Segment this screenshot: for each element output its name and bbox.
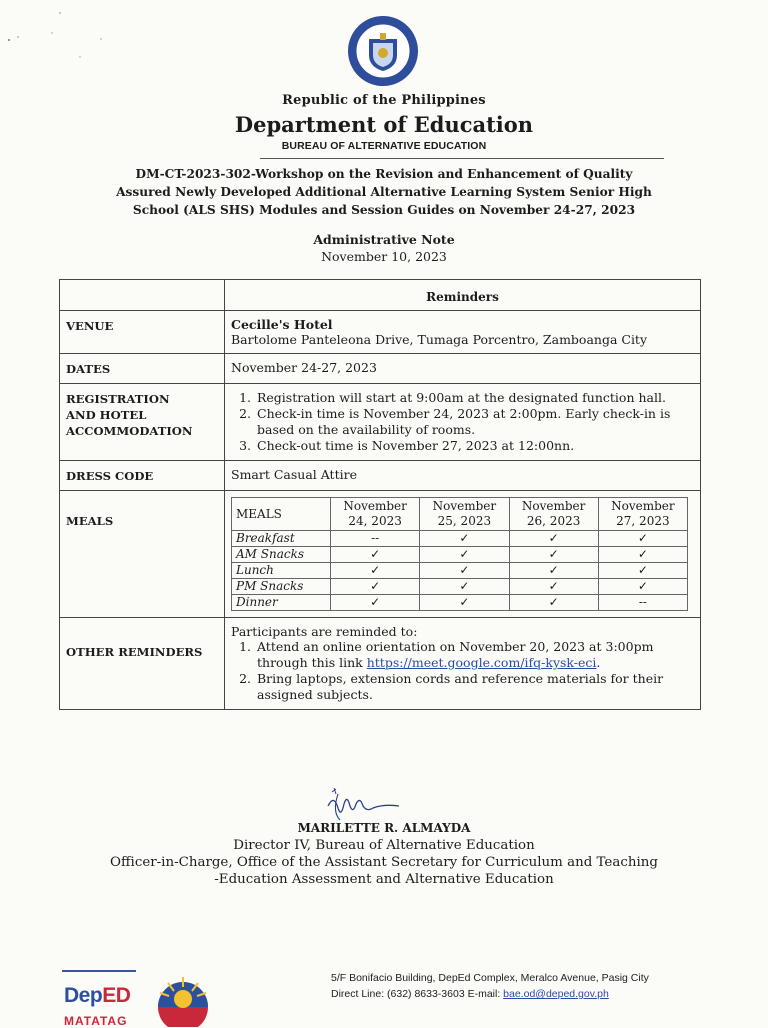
meal-date-month: November [611, 499, 675, 513]
meals-row [60, 491, 701, 618]
signatory-name: MARILETTE R. ALMAYDA [297, 821, 471, 835]
meal-name: Dinner [232, 595, 331, 611]
signatory-title-2: Officer-in-Charge, Office of the Assistant Secretary for Curriculum and Teaching [110, 855, 658, 870]
registration-label-line: REGISTRATION [66, 392, 170, 406]
deped-logo [64, 984, 130, 1008]
venue-name: Cecille's Hotel [231, 317, 333, 332]
table-header-row [60, 280, 701, 311]
meal-mark: ✓ [420, 595, 509, 611]
signatory-title-3: -Education Assessment and Alternative Education [214, 872, 554, 887]
meal-mark: ✓ [598, 579, 687, 595]
deped-seal-logo [347, 15, 419, 87]
meal-name: PM Snacks [232, 579, 331, 595]
meal-mark: ✓ [509, 595, 598, 611]
other-reminder-item [255, 639, 694, 671]
other-reminders-label: OTHER REMINDERS [60, 618, 225, 710]
dates-row [60, 354, 701, 384]
reminders-header: Reminders [225, 280, 701, 311]
meal-row [232, 547, 688, 563]
venue-row [60, 311, 701, 354]
deped-logo-ed: ED [102, 984, 131, 1007]
registration-label-line: AND HOTEL [66, 408, 147, 422]
meal-name: Lunch [232, 563, 331, 579]
matatag-logo-text: MATATAG [64, 1014, 128, 1028]
meal-mark: ✓ [420, 579, 509, 595]
bureau-heading: BUREAU OF ALTERNATIVE EDUCATION [281, 140, 487, 152]
registration-list [231, 390, 694, 454]
meal-date-header [509, 498, 598, 531]
registration-cell [225, 384, 701, 461]
meal-mark: ✓ [598, 547, 687, 563]
header-rule [260, 158, 664, 159]
registration-item: 2. Check-in time is November 24, 2023 at 2:00pm. Early check-in is based on the availability of rooms. [255, 406, 694, 438]
meal-date-month: November [521, 499, 586, 513]
dress-code-label: DRESS CODE [60, 461, 225, 491]
meeting-link[interactable]: https://meet.google.com/ifq-kysk-eci [366, 655, 597, 670]
registration-item: 3. Check-out time is November 27, 2023 at 12:00nn. [255, 438, 694, 454]
meal-mark: -- [331, 531, 420, 547]
meal-mark: ✓ [509, 531, 598, 547]
footer-direct-line: Direct Line: (632) 8633-3603 E-mail: [331, 988, 504, 1000]
meal-date-header [420, 498, 509, 531]
meal-mark: ✓ [420, 563, 509, 579]
memo-title-line: DM-CT-2023-302-Workshop on the Revision and Enhancement of Quality [135, 167, 633, 181]
deped-logo-dep: Dep [64, 984, 103, 1007]
venue-address: Bartolome Panteleona Drive, Tumaga Porcentro, Zamboanga City [231, 332, 648, 347]
meal-mark: ✓ [598, 531, 687, 547]
meals-header: MEALS [232, 498, 331, 531]
meals-header-row [232, 498, 688, 531]
registration-item: 1. Registration will start at 9:00am at the designated function hall. [255, 390, 694, 406]
meal-row [232, 595, 688, 611]
meal-date-month: November [432, 499, 497, 513]
meal-mark: ✓ [509, 547, 598, 563]
meal-mark: ✓ [331, 563, 420, 579]
memo-title-line: School (ALS SHS) Modules and Session Guides on November 24-27, 2023 [132, 203, 636, 217]
meal-row [232, 579, 688, 595]
meal-date-day: 24, 2023 [348, 514, 402, 528]
meal-name: AM Snacks [232, 547, 331, 563]
signature [320, 786, 430, 826]
meal-row [232, 531, 688, 547]
reminders-table [59, 279, 701, 710]
orientation-end: . [596, 655, 601, 670]
dress-code-value: Smart Casual Attire [225, 461, 701, 491]
republic-heading: Republic of the Philippines [282, 93, 486, 108]
venue-cell [225, 311, 701, 354]
meal-mark: ✓ [331, 595, 420, 611]
venue-label: VENUE [60, 311, 225, 354]
other-reminders-row [60, 618, 701, 710]
meal-mark: ✓ [509, 563, 598, 579]
registration-label [60, 384, 225, 461]
footer-rule [62, 970, 136, 972]
meal-mark: ✓ [509, 579, 598, 595]
footer-contact [331, 986, 649, 1002]
meals-label: MEALS [60, 491, 225, 618]
meal-mark: ✓ [331, 579, 420, 595]
meals-table [231, 497, 688, 611]
footer-address: 5/F Bonifacio Building, DepEd Complex, Meralco Avenue, Pasig City [331, 972, 649, 984]
meal-date-month: November [343, 499, 407, 513]
dates-label: DATES [60, 354, 225, 384]
meal-date-day: 27, 2023 [616, 514, 670, 528]
meal-mark: ✓ [420, 531, 509, 547]
meals-cell [225, 491, 701, 618]
orientation-text: Attend an online orientation on November 20, 2023 at 3:00pm through this link [257, 639, 654, 670]
admin-note-date: November 10, 2023 [321, 249, 447, 264]
registration-row [60, 384, 701, 461]
meal-mark: ✓ [420, 547, 509, 563]
admin-note-heading: Administrative Note [313, 232, 455, 247]
meal-date-header [598, 498, 687, 531]
footer-email-link[interactable]: bae.od@deped.gov.ph [503, 988, 609, 1000]
department-heading: Department of Education [234, 112, 534, 137]
other-reminders-intro: Participants are reminded to: [231, 624, 418, 639]
empty-header-cell [60, 280, 225, 311]
bagong-pilipinas-logo [152, 975, 214, 1027]
footer-address-block [331, 970, 649, 1002]
meal-name: Breakfast [232, 531, 331, 547]
meal-mark: ✓ [598, 563, 687, 579]
other-reminder-item: 2. Bring laptops, extension cords and reference materials for their assigned subjects. [255, 671, 694, 703]
meal-mark: ✓ [331, 547, 420, 563]
memo-title-line: Assured Newly Developed Additional Alternative Learning System Senior High [116, 185, 652, 199]
memo-title [0, 165, 768, 219]
meal-mark: -- [598, 595, 687, 611]
meal-date-day: 25, 2023 [437, 514, 492, 528]
scan-specks [0, 0, 120, 60]
dates-value: November 24-27, 2023 [225, 354, 701, 384]
meal-date-header [331, 498, 420, 531]
meal-date-day: 26, 2023 [526, 514, 581, 528]
meal-row [232, 563, 688, 579]
registration-label-line: ACCOMMODATION [66, 424, 193, 438]
signatory-title-1: Director IV, Bureau of Alternative Education [233, 838, 535, 853]
other-reminders-list [231, 639, 694, 703]
other-reminders-cell [225, 618, 701, 710]
dress-code-row [60, 461, 701, 491]
